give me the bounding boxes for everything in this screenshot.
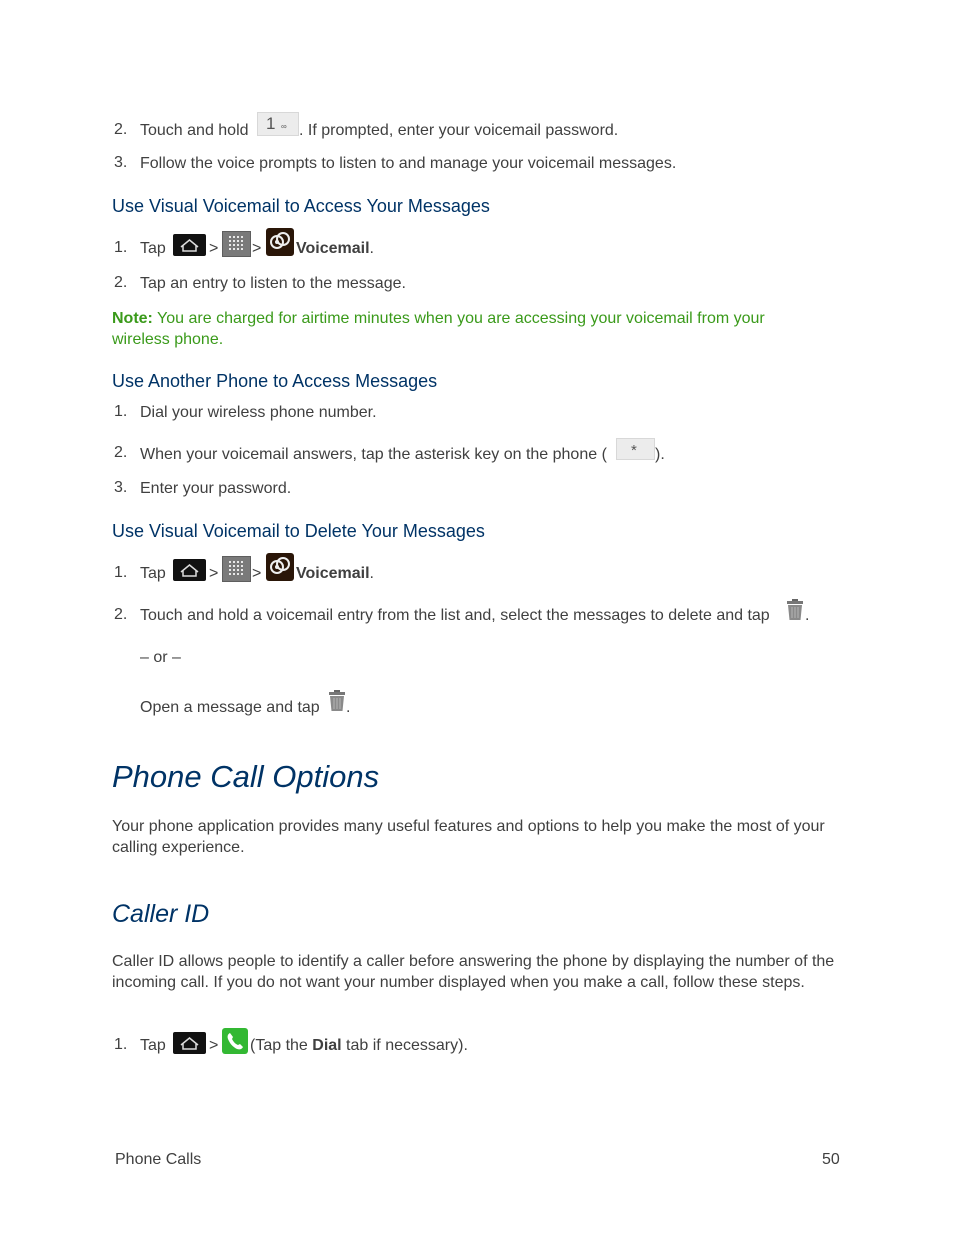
paragraph-intro: Your phone application provides many useful features and options to help you make the most of your calling experience. [112, 818, 825, 856]
separator: > [209, 1037, 219, 1054]
asterisk-key-icon [616, 438, 655, 460]
voicemail-icon [266, 228, 294, 256]
step-follow-prompts [0, 153, 954, 175]
step-text: Dial your wireless phone number. [140, 404, 377, 421]
trash-icon [327, 689, 347, 713]
period: . [805, 607, 810, 624]
step-text-continued: ). [655, 446, 665, 463]
step-number: 1. [114, 239, 128, 256]
paragraph-caller-id: Caller ID allows people to identify a caller before answering the phone by displaying the number of the incoming call. If you do not want your number displayed when you make a call, follow these steps. [112, 953, 835, 991]
step-number: 2. [114, 274, 128, 291]
paren-text-end: tab if necessary). [341, 1037, 468, 1054]
key-sub-label: ∞ [281, 122, 287, 131]
voicemail-label-wrap [296, 564, 374, 584]
step-hold-1 [0, 114, 954, 142]
trash-icon [785, 598, 805, 622]
step-dial-number [0, 402, 954, 424]
or-separator: – or – [140, 649, 181, 666]
apps-icon [222, 231, 251, 257]
step-tap-voicemail-access [0, 236, 954, 266]
open-message-step [0, 696, 954, 724]
separator: > [209, 565, 219, 582]
step-number: 3. [114, 479, 128, 496]
home-icon [173, 1032, 206, 1054]
tap-label: Tap [140, 565, 166, 582]
step-tap-voicemail-delete [0, 561, 954, 591]
step-text: Enter your password. [140, 480, 292, 497]
step-text-continued: . If prompted, enter your voicemail password. [299, 122, 619, 139]
step-number: 1. [114, 1036, 128, 1053]
step-number: 2. [114, 444, 128, 461]
period: . [369, 240, 374, 257]
step-text: Touch and hold [140, 122, 249, 139]
voicemail-label: Voicemail [296, 240, 370, 257]
tap-label: Tap [140, 240, 166, 257]
step-asterisk [0, 443, 954, 467]
note-airtime [112, 308, 812, 350]
step-text: Tap an entry to listen to the message. [140, 275, 406, 292]
footer-section-name: Phone Calls [115, 1151, 202, 1168]
step-number: 2. [114, 606, 128, 623]
step-enter-password [0, 478, 954, 500]
separator: > [252, 240, 262, 257]
step-text: Open a message and tap [140, 699, 320, 716]
step-delete-entry [0, 604, 954, 632]
separator: > [209, 240, 219, 257]
dial-tab-note [250, 1036, 468, 1056]
voicemail-label-wrap [296, 239, 374, 259]
step-tap-dial [0, 1035, 954, 1065]
note-text: You are charged for airtime minutes when you are accessing your voicemail from your wireless phone. [112, 310, 765, 348]
voicemail-label: Voicemail [296, 565, 370, 582]
apps-icon [222, 556, 251, 582]
section-title-phone-call-options: Phone Call Options [112, 759, 380, 794]
footer-page-number: 50 [822, 1151, 840, 1168]
subsection-title-caller-id: Caller ID [112, 900, 210, 928]
tap-label: Tap [140, 1037, 166, 1054]
step-text: Follow the voice prompts to listen to and manage your voicemail messages. [140, 155, 677, 172]
home-icon [173, 559, 206, 581]
step-number: 1. [114, 564, 128, 581]
home-icon [173, 234, 206, 256]
step-text: Touch and hold a voicemail entry from the list and, select the messages to delete and tap [140, 607, 770, 624]
key-label: 1 [266, 114, 276, 133]
period: . [346, 699, 351, 716]
heading-another-phone: Use Another Phone to Access Messages [112, 371, 438, 391]
dial-label: Dial [312, 1037, 342, 1054]
step-number: 1. [114, 403, 128, 420]
heading-visual-access: Use Visual Voicemail to Access Your Messages [112, 196, 490, 216]
step-text: When your voicemail answers, tap the asterisk key on the phone ( [140, 446, 607, 463]
heading-visual-delete: Use Visual Voicemail to Delete Your Messages [112, 521, 485, 541]
step-number: 2. [114, 121, 128, 138]
note-label: Note: [112, 310, 153, 327]
phone-icon [222, 1028, 248, 1054]
key-label: * [631, 442, 637, 459]
voicemail-icon [266, 553, 294, 581]
key-1-icon [257, 112, 299, 136]
paren-text: (Tap the [250, 1037, 313, 1054]
period: . [369, 565, 374, 582]
separator: > [252, 565, 262, 582]
step-tap-entry [0, 273, 954, 295]
step-number: 3. [114, 154, 128, 171]
